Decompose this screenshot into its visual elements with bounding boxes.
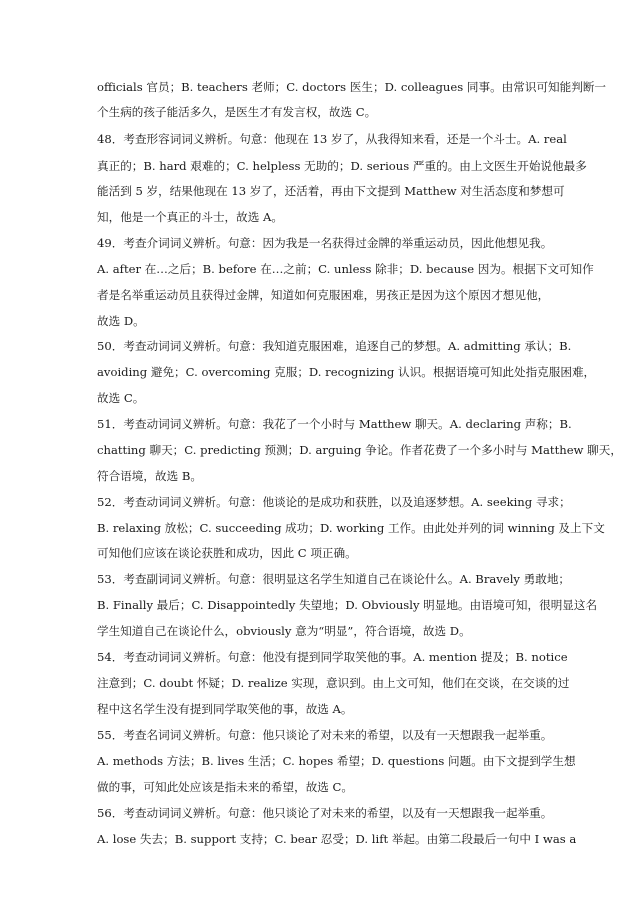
text-line: 54．考查动词词义辨析。句意：他没有提到同学取笑他的事。A. mention 提及；B. notice — [97, 650, 568, 664]
text-line: A. after 在…之后；B. before 在…之前；C. unless 除非；D. because 因为。根据下文可知作 — [97, 262, 594, 276]
text-line: 学生知道自己在谈论什么，obviously 意为“明显”，符合语境，故选 D。 — [97, 624, 471, 638]
text-line: 程中这名学生没有提到同学取笑他的事，故选 A。 — [97, 702, 353, 716]
text-line: 符合语境，故选 B。 — [97, 469, 202, 483]
text-line: 49．考查介词词义辨析。句意：因为我是一名获得过金牌的举重运动员，因此他想见我。 — [97, 236, 553, 250]
text-line: A. methods 方法；B. lives 生活；C. hopes 希望；D. questions 问题。由下文提到学生想 — [97, 754, 576, 768]
text-line: B. relaxing 放松；C. succeeding 成功；D. working 工作。由此处并列的词 winning 及上下文 — [97, 521, 605, 535]
text-line: 48．考查形容词词义辨析。句意：他现在 13 岁了，从我得知来看，还是一个斗士。A. real — [97, 132, 567, 146]
text-line: avoiding 避免；C. overcoming 克服；D. recognizing 认识。根据语境可知此处指克服困难， — [97, 365, 596, 379]
text-line: 52．考查动词词义辨析。句意：他谈论的是成功和获胜，以及追逐梦想。A. seeking 寻求； — [97, 495, 571, 509]
text-line: 56．考查动词词义辨析。句意：他只谈论了对未来的希望，以及有一天想跟我一起举重。 — [97, 806, 553, 820]
text-line: 故选 D。 — [97, 314, 145, 328]
text-line: 53．考查副词词义辨析。句意：很明显这名学生知道自己在谈论什么。A. Bravely 勇敢地； — [97, 572, 571, 586]
text-line: B. Finally 最后；C. Disappointedly 失望地；D. Obviously 明显地。由语境可知，很明显这名 — [97, 598, 598, 612]
text-line: 能活到 5 岁，结果他现在 13 岁了，还活着，再由下文提到 Matthew 对生活态度和梦想可 — [97, 184, 565, 198]
text-line: 51．考查动词词义辨析。句意：我花了一个小时与 Matthew 聊天。A. declaring 声称；B. — [97, 417, 572, 431]
text-line: 个生病的孩子能活多久，是医生才有发言权，故选 C。 — [97, 105, 377, 119]
text-line: 知，他是一个真正的斗士，故选 A。 — [97, 210, 283, 224]
text-line: officials 官员；B. teachers 老师；C. doctors 医生；D. colleagues 同事。由常识可知能判断一 — [97, 80, 607, 94]
text-line: 者是名举重运动员且获得过金牌，知道如何克服困难，男孩正是因为这个原因才想见他， — [97, 288, 550, 302]
text-line: chatting 聊天；C. predicting 预测；D. arguing 争论。作者花费了一个多小时与 Matthew 聊天， — [97, 443, 622, 457]
text-line: 故选 C。 — [97, 391, 145, 405]
text-line: 55．考查名词词义辨析。句意：他只谈论了对未来的希望，以及有一天想跟我一起举重。 — [97, 728, 553, 742]
text-line: 50．考查动词词义辨析。句意：我知道克服困难，追逐自己的梦想。A. admitting 承认；B. — [97, 339, 572, 353]
text-line: 可知他们应该在谈论获胜和成功，因此 C 项正确。 — [97, 546, 357, 560]
text-line: 注意到；C. doubt 怀疑；D. realize 实现，意识到。由上文可知，他们在交谈，在交谈的过 — [97, 676, 570, 690]
text-line: 真正的；B. hard 艰难的；C. helpless 无助的；D. serious 严重的。由上文医生开始说他最多 — [97, 159, 587, 173]
text-line: A. lose 失去；B. support 支持；C. bear 忍受；D. lift 举起。由第二段最后一句中 I was a — [97, 832, 577, 846]
text-line: 做的事，可知此处应该是指未来的希望，故选 C。 — [97, 780, 354, 794]
